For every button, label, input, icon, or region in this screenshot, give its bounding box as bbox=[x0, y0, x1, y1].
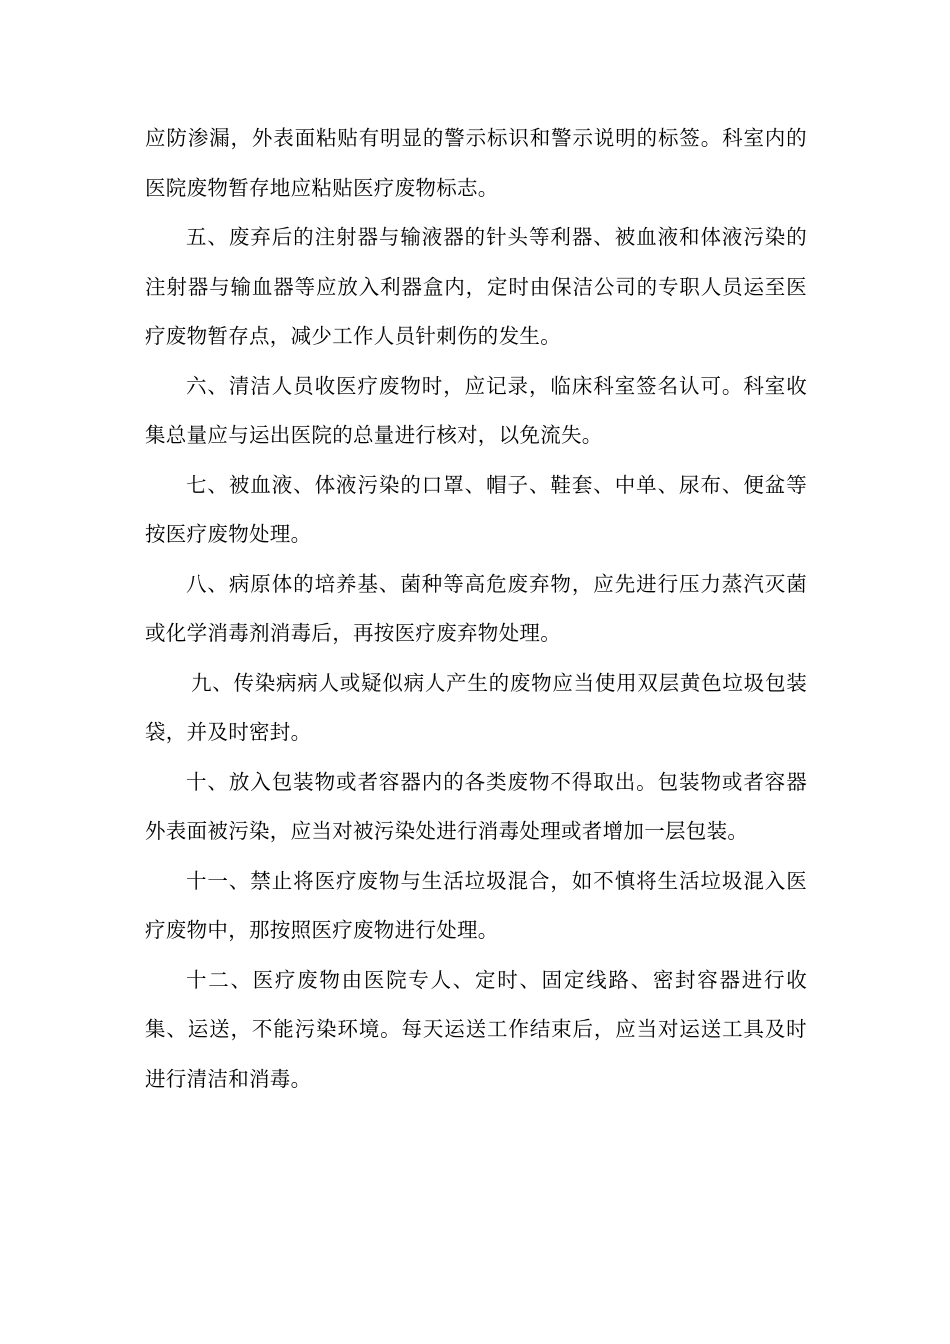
paragraph-item-10: 十、放入包装物或者容器内的各类废物不得取出。包装物或者容器外表面被污染，应当对被污染处进行消毒处理或者增加一层包装。 bbox=[145, 769, 807, 843]
paragraph-item-5: 五、废弃后的注射器与输液器的针头等利器、被血液和体液污染的注射器与输血器等应放入利器盒内，定时由保洁公司的专职人员运至医疗废物暂存点，减少工作人员针刺伤的发生。 bbox=[145, 225, 807, 348]
document-body bbox=[145, 114, 807, 1104]
paragraph-continued: 应防渗漏，外表面粘贴有明显的警示标识和警示说明的标签。科室内的医院废物暂存地应粘贴医疗废物标志。 bbox=[145, 126, 807, 200]
paragraph-item-11: 十一、禁止将医疗废物与生活垃圾混合，如不慎将生活垃圾混入医疗废物中，那按照医疗废物进行处理。 bbox=[145, 868, 807, 942]
paragraph-item-8: 八、病原体的培养基、菌种等高危废弃物，应先进行压力蒸汽灭菌或化学消毒剂消毒后，再按医疗废弃物处理。 bbox=[145, 571, 807, 645]
paragraph-item-6: 六、清洁人员收医疗废物时，应记录，临床科室签名认可。科室收集总量应与运出医院的总量进行核对，以免流失。 bbox=[145, 373, 807, 447]
paragraph-item-7: 七、被血液、体液污染的口罩、帽子、鞋套、中单、尿布、便盆等按医疗废物处理。 bbox=[145, 472, 807, 546]
paragraph-item-9: 九、传染病病人或疑似病人产生的废物应当使用双层黄色垃圾包装袋，并及时密封。 bbox=[145, 670, 807, 744]
paragraph-item-12: 十二、医疗废物由医院专人、定时、固定线路、密封容器进行收集、运送，不能污染环境。每天运送工作结束后，应当对运送工具及时进行清洁和消毒。 bbox=[145, 967, 807, 1091]
